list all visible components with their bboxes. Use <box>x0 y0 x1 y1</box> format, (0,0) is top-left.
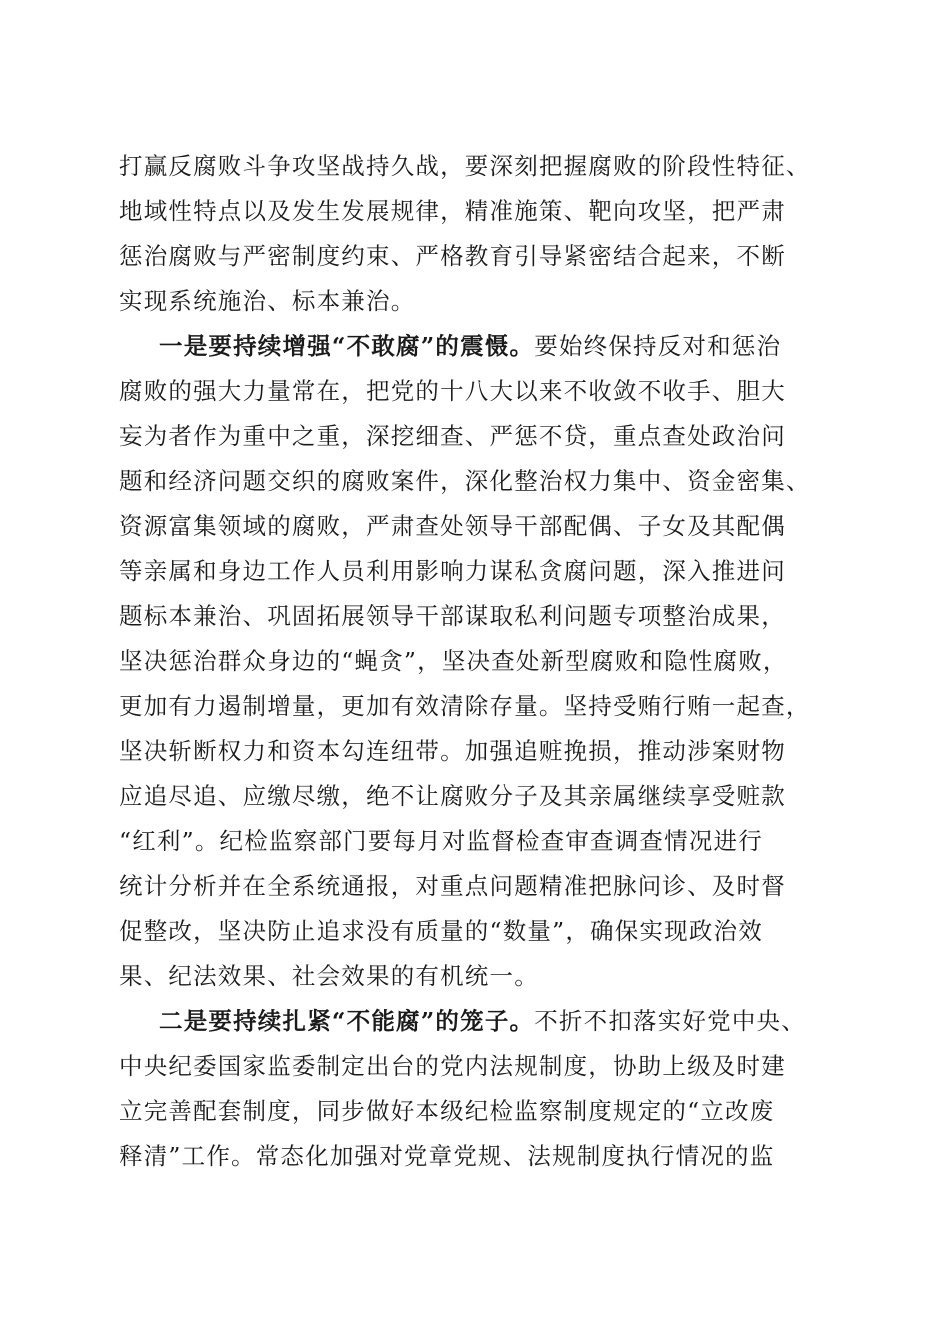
paragraph-first-line <box>119 999 831 1044</box>
text-line: 打赢反腐败斗争攻坚战持久战，要深刻把握腐败的阶段性特征、 <box>119 152 811 180</box>
text-line: 等亲属和身边工作人员利用影响力谋私贪腐问题，深入推进问 <box>119 557 786 585</box>
section-heading: 一是要持续增强“不敢腐”的震慑。 <box>159 332 535 360</box>
text-line: 释清”工作。常态化加强对党章党规、法规制度执行情况的监 <box>119 1142 775 1170</box>
text-line: 题和经济问题交织的腐败案件，深化整治权力集中、资金密集、 <box>119 467 811 495</box>
text-line: 更加有力遏制增量，更加有效清除存量。坚持受贿行贿一起查， <box>119 692 811 720</box>
text-line: 中央纪委国家监委制定出台的党内法规制度，协助上级及时建 <box>119 1052 786 1080</box>
document-body <box>119 144 831 1179</box>
text-line: 腐败的强大力量常在，把党的十八大以来不收敛不收手、胆大 <box>119 377 786 405</box>
text-line: 地域性特点以及发生发展规律，精准施策、靶向攻坚，把严肃 <box>119 197 786 225</box>
paragraph-first-line <box>119 324 831 369</box>
text-line: 统计分析并在全系统通报，对重点问题精准把脉问诊、及时督 <box>119 872 786 900</box>
text-line: 立完善配套制度，同步做好本级纪检监察制度规定的“立改废 <box>119 1097 775 1125</box>
text-line: 实现系统施治、标本兼治。 <box>119 287 416 315</box>
text-line: “红利”。纪检监察部门要每月对监督检查审查调查情况进行 <box>119 827 763 855</box>
text-run: 要始终保持反对和惩治 <box>534 332 782 360</box>
text-line: 题标本兼治、巩固拓展领导干部谋取私利问题专项整治成果， <box>119 602 786 630</box>
text-line: 惩治腐败与严密制度约束、严格教育引导紧密结合起来，不断 <box>119 242 786 270</box>
text-line: 应追尽追、应缴尽缴，绝不让腐败分子及其亲属继续享受赃款 <box>119 782 786 810</box>
text-line: 果、纪法效果、社会效果的有机统一。 <box>119 962 539 990</box>
section-heading: 二是要持续扎紧“不能腐”的笼子。 <box>159 1007 535 1035</box>
text-line: 妄为者作为重中之重，深挖细查、严惩不贷，重点查处政治问 <box>119 422 786 450</box>
text-line: 坚决斩断权力和资本勾连纽带。加强追赃挽损，推动涉案财物 <box>119 737 786 765</box>
text-line: 资源富集领域的腐败，严肃查处领导干部配偶、子女及其配偶 <box>119 512 786 540</box>
text-line: 坚决惩治群众身边的“蝇贪”，坚决查处新型腐败和隐性腐败， <box>119 647 788 675</box>
text-line: 促整改，坚决防止追求没有质量的“数量”，确保实现政治效 <box>119 917 763 945</box>
text-run: 不折不扣落实好党中央、 <box>534 1007 806 1035</box>
